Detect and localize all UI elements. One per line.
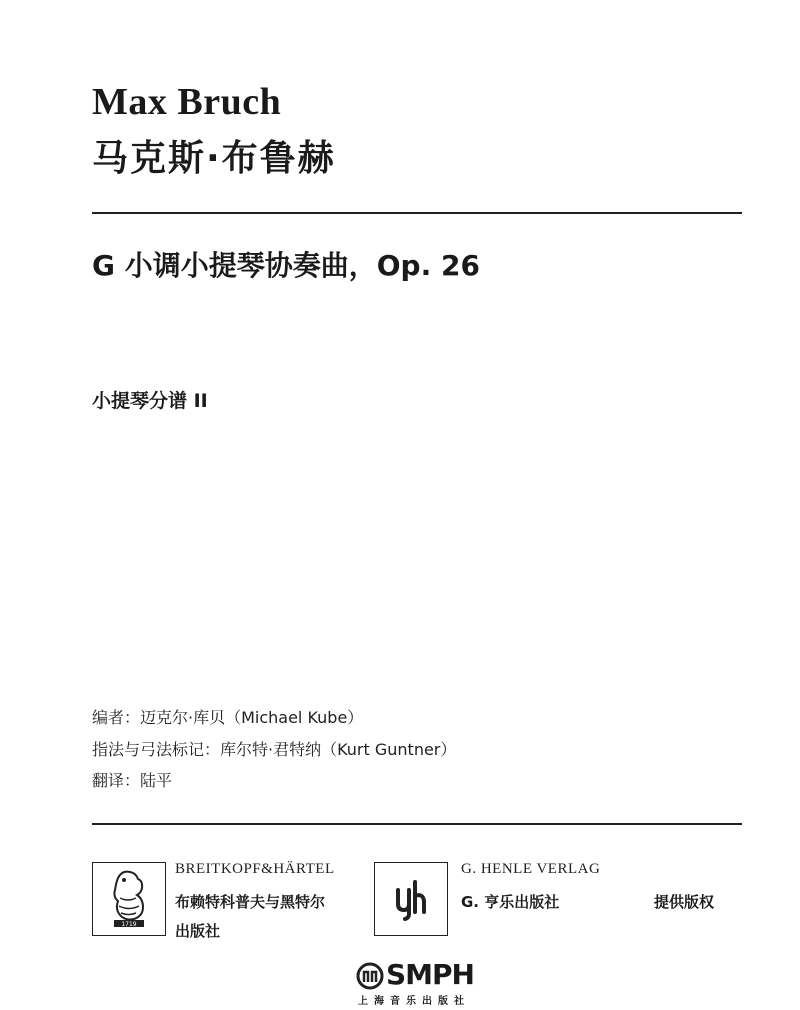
henle-name-chinese: G. 亨乐出版社 (461, 893, 560, 911)
work-title: G 小调小提琴协奏曲，Op. 26 (92, 249, 480, 282)
translator-credit: 翻译：陆平 (92, 771, 173, 790)
smph-logo-text: SMPH (386, 958, 474, 991)
smph-emblem-icon (356, 962, 386, 990)
breitkopf-bear-emblem-icon (104, 868, 154, 930)
bottom-divider (92, 823, 742, 825)
breitkopf-logo (92, 862, 166, 936)
top-divider (92, 212, 742, 214)
breitkopf-logo-year: 1719 (121, 921, 137, 928)
breitkopf-name-chinese-line2: 出版社 (175, 922, 221, 940)
composer-name-latin: Max Bruch (92, 81, 282, 123)
composer-name-chinese: 马克斯·布鲁赫 (92, 138, 336, 179)
smph-publisher-name: 上海音乐出版社 (358, 996, 470, 1007)
breitkopf-name-latin: BREITKOPF&HÄRTEL (175, 861, 335, 877)
fingering-credit: 指法与弓法标记：库尔特·君特纳（Kurt Guntner） (92, 740, 457, 759)
rights-note: 提供版权 (654, 893, 715, 911)
part-label: 小提琴分谱 II (92, 390, 208, 412)
henle-logo (374, 862, 448, 936)
henle-monogram-icon (388, 876, 434, 922)
breitkopf-name-chinese-line1: 布赖特科普夫与黑特尔 (175, 893, 326, 911)
editor-credit: 编者：迈克尔·库贝（Michael Kube） (92, 708, 364, 727)
henle-name-latin: G. HENLE VERLAG (461, 861, 601, 877)
